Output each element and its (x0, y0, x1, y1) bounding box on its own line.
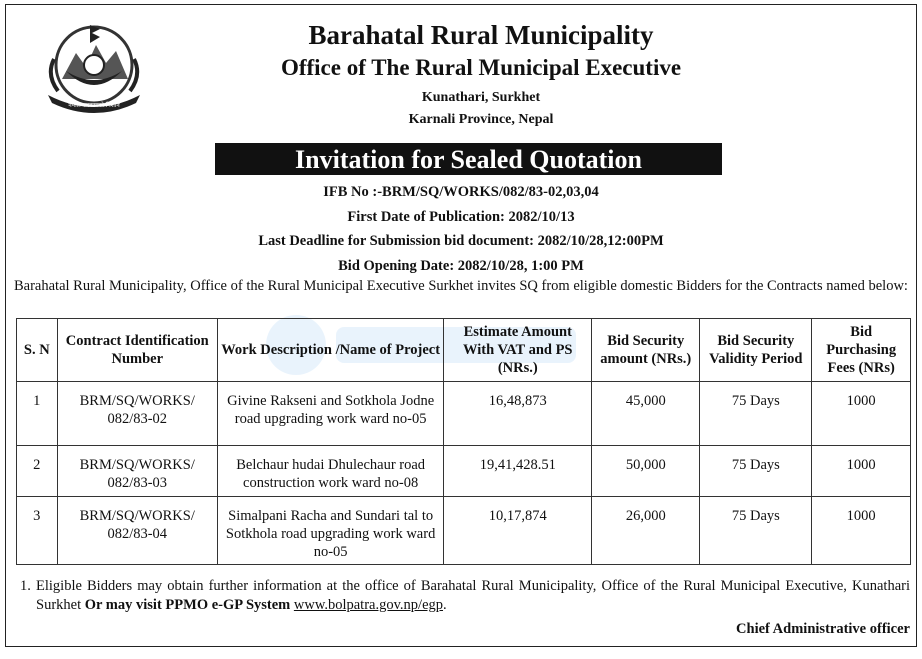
table-header-row (17, 319, 911, 382)
footnote-egp-text: Or may visit PPMO e-GP System (84, 597, 291, 613)
cell-purchasing-fees: 1000 (812, 382, 911, 446)
header-contract-id: Contract Identification Number (57, 319, 217, 382)
signature-title: Chief Administrative officer (736, 621, 910, 637)
cell-sn: 2 (17, 446, 58, 497)
footnote-text: Eligible Bidders may obtain further information at the office of Barahatal Rural Municipality, Office of the Rural Municipal Executive, Kunathari Surkhet (36, 578, 910, 613)
cell-estimate-amount: 19,41,428.51 (444, 446, 592, 497)
footnote-number: 1. (20, 578, 31, 594)
header-sn: S. N (17, 319, 58, 382)
header-bid-security: Bid Security amount (NRs.) (592, 319, 700, 382)
org-name: Barahatal Rural Municipality (308, 20, 654, 50)
cell-purchasing-fees: 1000 (812, 497, 911, 565)
cell-estimate-amount: 16,48,873 (444, 382, 592, 446)
footnote (14, 577, 910, 615)
svg-text:नेपाल सरकारको निशान: नेपाल सरकारको निशान (68, 102, 120, 109)
cell-contract-id: BRM/SQ/WORKS/ 082/83-04 (57, 497, 217, 565)
cell-work-description: Belchaur hudai Dhulechaur road construction work ward no-08 (217, 446, 443, 497)
header-estimate-amount: Estimate Amount With VAT and PS (NRs.) (444, 319, 592, 382)
cell-work-description: Simalpani Racha and Sundari tal to Sotkhola road upgrading work ward no-05 (217, 497, 443, 565)
opening-date: Bid Opening Date: 2082/10/28, 1:00 PM (338, 257, 584, 274)
intro-paragraph: Barahatal Rural Municipality, Office of the Rural Municipal Executive Surkhet invites SQ from eligible domestic Bidders for the Contracts named below: (14, 278, 908, 294)
cell-contract-id: BRM/SQ/WORKS/ 082/83-02 (57, 382, 217, 446)
cell-contract-id: BRM/SQ/WORKS/ 082/83-03 (57, 446, 217, 497)
cell-sn: 3 (17, 497, 58, 565)
submission-deadline: Last Deadline for Submission bid document: 2082/10/28,12:00PM (258, 233, 664, 249)
cell-validity-period: 75 Days (700, 497, 812, 565)
publication-date: First Date of Publication: 2082/10/13 (347, 208, 575, 225)
cell-validity-period: 75 Days (700, 446, 812, 497)
office-name: Office of The Rural Municipal Executive (280, 55, 682, 80)
cell-validity-period: 75 Days (700, 382, 812, 446)
cell-bid-security: 26,000 (592, 497, 700, 565)
header-work-description: Work Description /Name of Project (217, 319, 443, 382)
address-line-1: Kunathari, Surkhet (421, 90, 541, 105)
cell-bid-security: 50,000 (592, 446, 700, 497)
egp-portal-link[interactable]: www.bolpatra.gov.np/egp (293, 597, 444, 613)
cell-bid-security: 45,000 (592, 382, 700, 446)
cell-purchasing-fees: 1000 (812, 446, 911, 497)
footnote-period: . (443, 597, 447, 613)
header-block (6, 19, 916, 131)
notice-title-banner: Invitation for Sealed Quotation (215, 143, 722, 175)
ifb-number: IFB No :-BRM/SQ/WORKS/082/83-02,03,04 (323, 184, 599, 200)
cell-work-description: Givine Rakseni and Sotkhola Jodne road upgrading work ward no-05 (217, 382, 443, 446)
cell-sn: 1 (17, 382, 58, 446)
table-row (17, 446, 911, 497)
cell-estimate-amount: 10,17,874 (444, 497, 592, 565)
table-row (17, 382, 911, 446)
table-row (17, 497, 911, 565)
notice-page (5, 4, 917, 647)
notice-meta (6, 180, 916, 278)
header-validity-period: Bid Security Validity Period (700, 319, 812, 382)
contracts-table (16, 318, 911, 565)
address-line-2: Karnali Province, Nepal (408, 112, 554, 127)
header-purchasing-fees: Bid Purchasing Fees (NRs) (812, 319, 911, 382)
